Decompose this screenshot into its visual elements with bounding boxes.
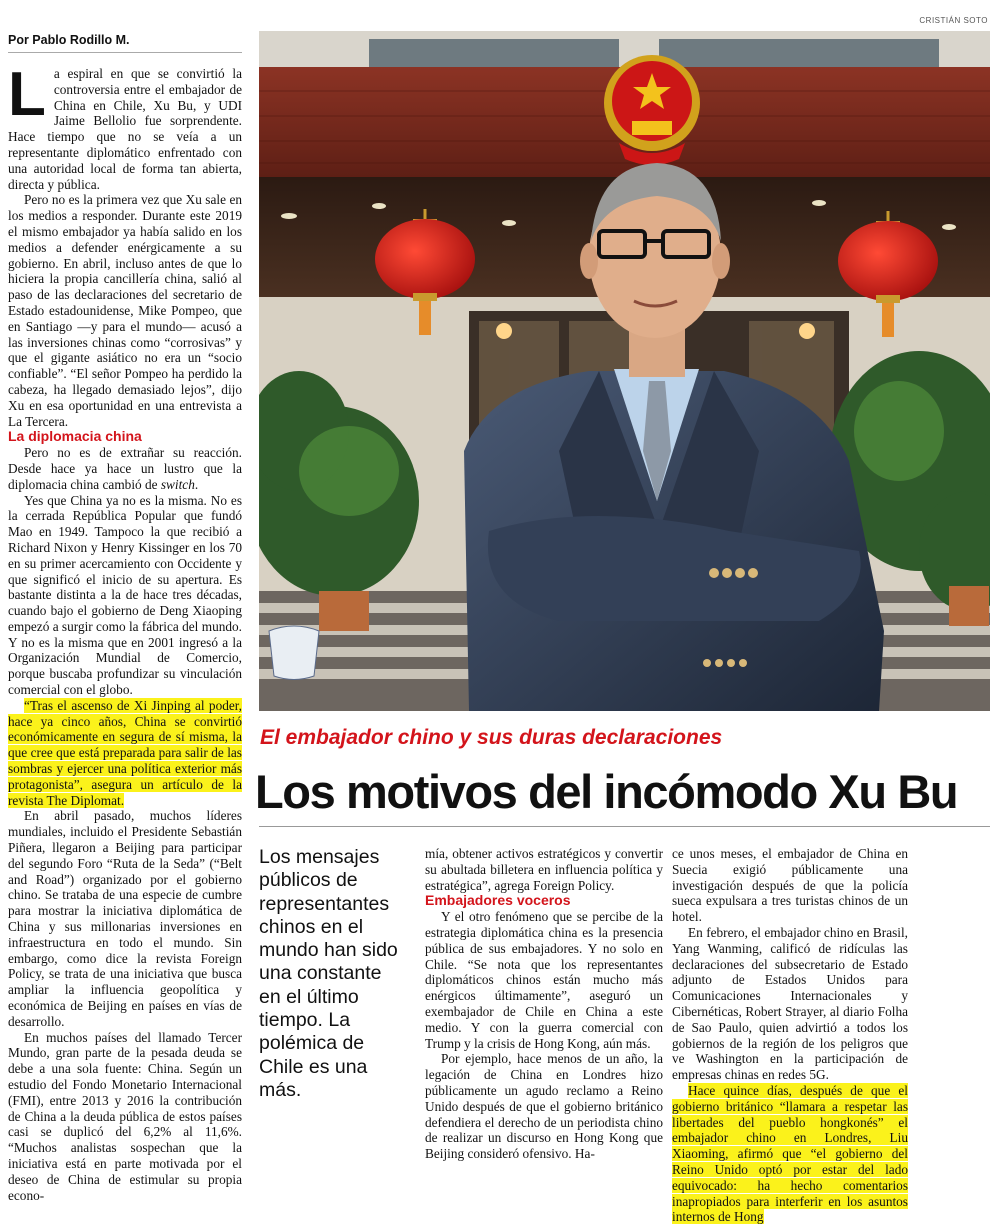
paragraph: ce unos meses, el embajador de China en Suecia exigió públicamente una investigación después de que la policía sueca expulsara a tres turistas chinos de un hotel. — [672, 846, 908, 925]
byline: Por Pablo Rodillo M. — [8, 33, 242, 53]
kicker: El embajador chino y sus duras declaraciones — [260, 726, 723, 749]
headline: Los motivos del incómodo Xu Bu — [255, 765, 958, 818]
article-column-4 — [672, 846, 908, 1225]
subheading: Embajadores voceros — [425, 892, 571, 909]
divider — [259, 826, 990, 827]
paragraph: En febrero, el embajador chino en Brasil, Yang Wanming, calificó de ridículas las declaraciones del subsecretario de Estado adjunto de Estados Unidos para Comunicaciones Internacionales y Cibernéticas, Robert Strayer, al diario Folha de Sao Paulo, quien advirtió a todos los gobiernos de la región de los peligros que ve Washington en la participación de empresas chinas en redes 5G. — [672, 924, 908, 1083]
paragraph: Pero no es la primera vez que Xu sale en los medios a responder. Durante este 2019 el mismo embajador ya había salido en los medios a defender enérgicamente a su gobierno. En abril, incluso antes de que lo hiciera la propia cancillería china, salió al paso de las declaraciones del secretario de Estado estadounidense, Mike Pompeo, que en Santiago —y para el mundo— acusó a las inversiones chinas como “corrosivas” y que el gigante asiático no era un “socio confiable”. “El señor Pompeo ha perdido la cabeza, ha llegado demasiado lejos”, dijo Xu en esa oportunidad en una entrevista a La Tercera. — [8, 192, 242, 429]
paragraph: Y el otro fenómeno que se percibe de la estrategia diplomática china es la presencia pública de sus embajadores. Y no solo en Chile. “Se nota que los representantes diplomáticos chinos están mucho más enérgicos últimamente”, aseguró un exembajador de Chile en China a este medio. Y con la guerra comercial con Trump y la crisis de Hong Kong, aún más. — [425, 909, 663, 1051]
paragraph: mía, obtener activos estratégicos y convertir su abultada billetera en influencia política y estratégica”, agrega Foreign Policy. — [425, 846, 663, 893]
lead-text: Los mensajes públicos de representantes chinos en el mundo han sido una constante en el último tiempo. La polémica de Chile es una más. — [259, 846, 398, 1101]
paragraph: Yes que China ya no es la misma. No es la cerrada República Popular que fundó Mao en 1949. Tampoco la que recibió a Richard Nixon y Henry Kissinger en los 70 en su primer acercamiento con Occidente y que significó el inicio de su apertura. Es bastante distinta a la de hace tres décadas, cuando bajo el gobierno de Deng Xiaoping empezó a surgir como la fábrica del mundo. Y no es la misma que en 2001 ingresó a la Organización Mundial de Comercio, porque buscaba profundizar su vinculación comercial con el globo. — [8, 492, 242, 698]
paragraph: Pero no es de extrañar su reacción. Desde hace ya hace un lustro que la diplomacia china cambió de switch. — [8, 445, 242, 492]
highlighted-quote: “Tras el ascenso de Xi Jinping al poder, hace ya cinco años, China se convirtió económicamente en segura de sí misma, la que cree que está preparada para salir de las sombras y ejercer una política exterior más protagonista”, asegura un artículo de la revista The Diplomat. — [8, 697, 242, 808]
paragraph: Por ejemplo, hace menos de un año, la legación de China en Londres hizo públicamente un agudo reclamo a Reino Unido después de que el gobierno británico defendiera el derecho de un periodista chino de realizar un discurso en Hong Kong que Beijing consideró ofensivo. Ha- — [425, 1051, 663, 1162]
paragraph: En muchos países del llamado Tercer Mundo, gran parte de la pesada deuda se debe a una sola fuente: China. Según un estudio del Fondo Monetario Internacional (FMI), entre 2013 y 2016 la contribución de China a la deuda pública de estos países casi se duplicó del 6,2% al 11,6%. “Muchos analistas sospechan que la iniciativa está en parte motivada por el deseo de China de estimular su propia econo- — [8, 1029, 242, 1203]
article-column-3 — [425, 846, 663, 1162]
article-column-1 — [8, 60, 242, 1203]
drop-cap: L — [8, 60, 46, 129]
embassy-illustration — [259, 31, 990, 711]
subheading: La diplomacia china — [8, 428, 142, 445]
photo-credit: CRISTIÁN SOTO — [919, 16, 988, 25]
paragraph: En abril pasado, muchos líderes mundiales, incluido el Presidente Sebastián Piñera, llegaron a Beijing para participar del segundo Foro “Ruta de la Seda” (“Belt and Road”) organizado por el gobierno chino. Se trataba de una especie de cumbre para mostrar la iniciativa diplomática de China y sus millonarias inversiones en infraestructura en todo el mundo. Sin embargo, como dice la revista Foreign Policy, se trata de una iniciativa que busca ampliar la influencia geopolítica y económica de Beijing en países en vías de desarrollo. — [8, 808, 242, 1029]
highlighted-paragraph: Hace quince días, después de que el gobierno británico “llamara a respetar las libertades del pueblo hongkonés” el embajador chino en Londres, Liu Xiaoming, afirmó que “el gobierno del Reino Unido optó por estar del lado equivocado: ha hecho comentarios inapropiados para interferir en los asuntos internos de Hong — [672, 1082, 908, 1225]
paragraph: La espiral en que se convirtió la controversia entre el embajador de China en Chile, Xu Bu, y UDI Jaime Bellolio fue sorprendente. Hace tiempo que no se veía a un representante diplomático enfrentado con una autoridad local de forma tan abierta, directa y pública. — [8, 60, 242, 192]
ambassador-photo — [259, 31, 990, 711]
